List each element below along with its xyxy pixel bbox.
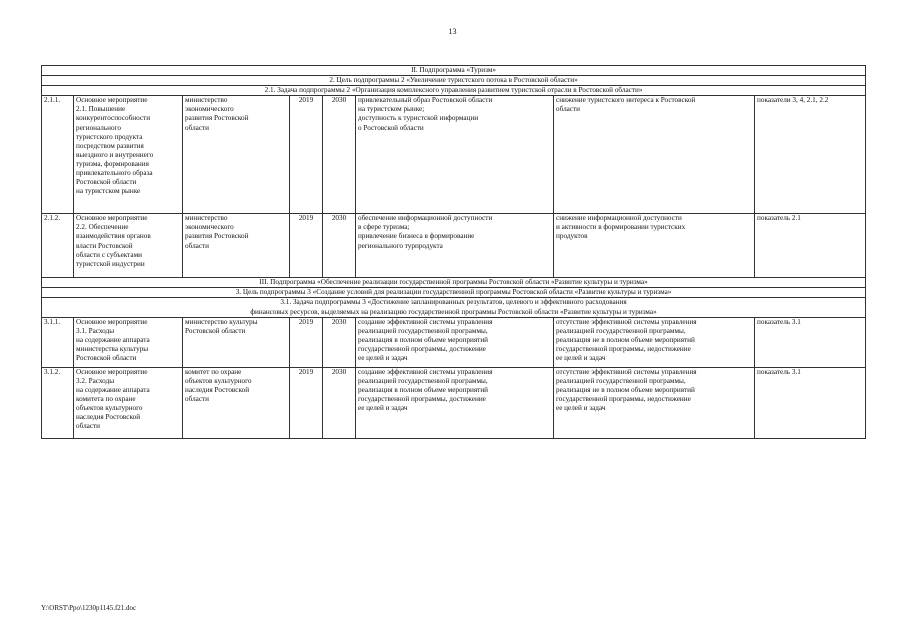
start-year: 2019 [290,96,323,214]
related-indicator: показатель 3.1 [755,367,866,438]
subprogram-goal: 3. Цель подпрограммы 3 «Создание условий для реализации государственной программы Ростовской области «Развитие культуры и туризма» [42,288,866,298]
table-row [42,96,866,214]
executor: министерство культуры Ростовской области [183,317,290,367]
goal-row [42,76,866,86]
event-name: Основное мероприятие 3.1. Расходы на содержание аппарата министерства культуры Ростовской области [74,317,183,367]
table-row [42,317,866,367]
section-row [42,278,866,288]
file-path: Y:\ORST\Ppo\1230p1145.f21.doc [41,604,137,612]
row-number: 3.1.1. [42,317,74,367]
end-year: 2030 [323,367,356,438]
start-year: 2019 [290,317,323,367]
related-indicator: показатель 2.1 [755,214,866,278]
subprogram-task: 3.1. Задача подпрограммы 3 «Достижение запланированных результатов, целевого и эффективного расходования финансовых ресурсов, выделяемых на реализацию государственной программы Ростовской области «Развитие культуры и туризма» [42,298,866,317]
end-year: 2030 [323,96,356,214]
event-name: Основное мероприятие 2.2. Обеспечение взаимодействия органов власти Ростовской области с субъектами туристской индустрии [74,214,183,278]
expected-result: обеспечение информационной доступности в сфере туризма; привлечение бизнеса в формирование регионального турпродукта [356,214,554,278]
non-implementation-consequence: снижение туристского интереса к Ростовской области [554,96,755,214]
related-indicator: показатель 3.1 [755,317,866,367]
subprogram-goal: 2. Цель подпрограммы 2 «Увеличение туристского потока в Ростовской области» [42,76,866,86]
related-indicator: показатели 3, 4, 2.1, 2.2 [755,96,866,214]
executor: министерство экономического развития Ростовской области [183,214,290,278]
subprogram-title: II. Подпрограмма «Туризм» [42,66,866,76]
subprogram-title: III. Подпрограмма «Обеспечение реализации государственной программы Ростовской области «Развитие культуры и туризма» [42,278,866,288]
task-row [42,298,866,317]
row-number: 2.1.2. [42,214,74,278]
executor: комитет по охране объектов культурного наследия Ростовской области [183,367,290,438]
expected-result: создание эффективной системы управления реализацией государственной программы, реализация в полном объеме мероприятий государственной программы, достижение ее целей и задач [356,367,554,438]
non-implementation-consequence: отсутствие эффективной системы управления реализацией государственной программы, реализация не в полном объеме мероприятий государственной программы, недостижение ее целей и задач [554,367,755,438]
end-year: 2030 [323,214,356,278]
non-implementation-consequence: снижение информационной доступности и активности в формировании туристских продуктов [554,214,755,278]
row-number: 3.1.2. [42,367,74,438]
expected-result: создание эффективной системы управления реализацией государственной программы, реализация в полном объеме мероприятий государственной программы, достижение ее целей и задач [356,317,554,367]
task-row [42,86,866,96]
goal-row [42,288,866,298]
end-year: 2030 [323,317,356,367]
expected-result: привлекательный образ Ростовской области на туристском рынке; доступность к туристской информации о Ростовской области [356,96,554,214]
table-row [42,214,866,278]
start-year: 2019 [290,367,323,438]
section-row [42,66,866,76]
non-implementation-consequence: отсутствие эффективной системы управления реализацией государственной программы, реализация не в полном объеме мероприятий государственной программы, недостижение ее целей и задач [554,317,755,367]
measures-table [41,65,866,439]
event-name: Основное мероприятие 3.2. Расходы на содержание аппарата комитета по охране объектов культурного наследия Ростовской области [74,367,183,438]
table-row [42,367,866,438]
subprogram-task: 2.1. Задача подпрограммы 2 «Организация комплексного управления развитием туристской отрасли в Ростовской области» [42,86,866,96]
start-year: 2019 [290,214,323,278]
event-name: Основное мероприятие 2.1. Повышение конкурентоспособности регионального туристского продукта посредством развития выездного и внутреннего туризма, формирования привлекательного образа Ростовской области на туристском рынке [74,96,183,214]
page-number: 13 [448,27,457,36]
executor: министерство экономического развития Ростовской области [183,96,290,214]
row-number: 2.1.1. [42,96,74,214]
